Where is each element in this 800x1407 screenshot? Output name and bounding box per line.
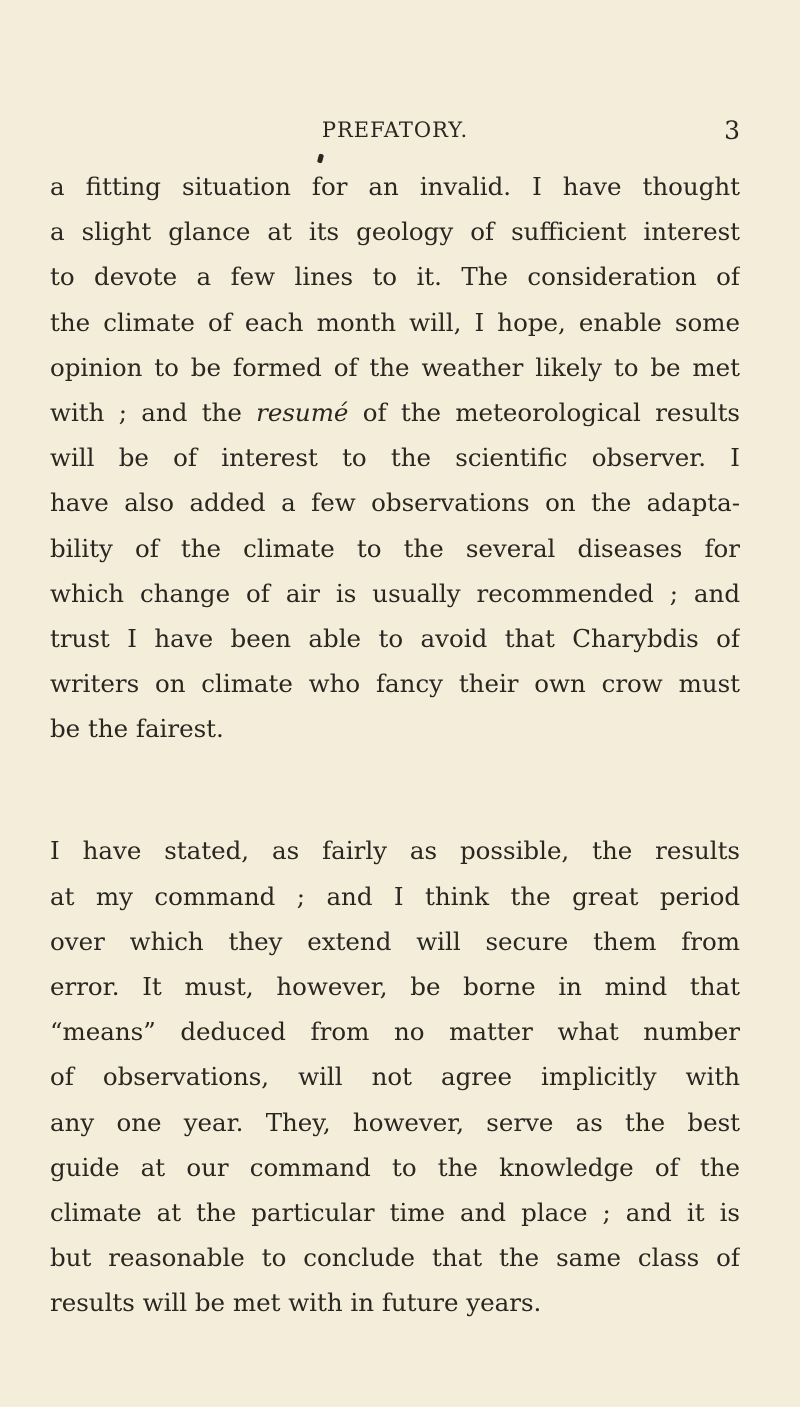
text-line: a fitting situation for an invalid. I have thought	[50, 172, 740, 201]
italic-word: resumé	[256, 397, 349, 427]
text-line: I have stated, as fairly as possible, the results	[50, 836, 740, 866]
body-text	[50, 164, 740, 1326]
text-line: “means” deduced from no matter what number	[50, 1017, 740, 1047]
text-line: opinion to be formed of the weather likely to be met	[50, 352, 740, 382]
text-line: to devote a few lines to it. The consideration of	[50, 262, 740, 292]
text-line: have also added a few observations on the adapta-	[50, 488, 740, 518]
text-line: at my command ; and I think the great period	[50, 881, 740, 911]
paragraph-2	[50, 828, 740, 1325]
text-line: of observations, will not agree implicitly with	[50, 1062, 740, 1092]
text-line: bility of the climate to the several diseases for	[50, 533, 740, 563]
text-line: writers on climate who fancy their own crow must	[50, 669, 740, 699]
paragraph-1	[50, 164, 740, 751]
text-line: will be of interest to the scientific observer. I	[50, 443, 740, 473]
text-line: guide at our command to the knowledge of the	[50, 1152, 740, 1182]
text-line: trust I have been able to avoid that Charybdis of	[50, 623, 740, 653]
text-line: over which they extend will secure them from	[50, 926, 740, 956]
text-segment: of the meteorological results	[348, 397, 740, 427]
text-line: any one year. They, however, serve as the best	[50, 1107, 740, 1137]
text-line	[50, 390, 740, 435]
text-line: results will be met with in future years.	[50, 1288, 542, 1318]
text-line: but reasonable to conclude that the same class of	[50, 1243, 740, 1273]
text-line: the climate of each month will, I hope, enable some	[50, 307, 740, 337]
text-line: which change of air is usually recommended ; and	[50, 578, 740, 608]
paragraph-gap	[50, 751, 740, 828]
text-segment: with ; and the	[50, 397, 257, 427]
running-title: PREFATORY.	[321, 118, 469, 142]
text-line: error. It must, however, be borne in mind that	[50, 972, 740, 1001]
text-line: a slight glance at its geology of sufficient interest	[50, 217, 740, 247]
running-head	[50, 118, 740, 150]
text-line: climate at the particular time and place ; and it is	[50, 1197, 740, 1227]
ink-speck	[317, 154, 324, 164]
page-number: 3	[724, 116, 740, 145]
text-line: be the fairest.	[50, 714, 224, 744]
